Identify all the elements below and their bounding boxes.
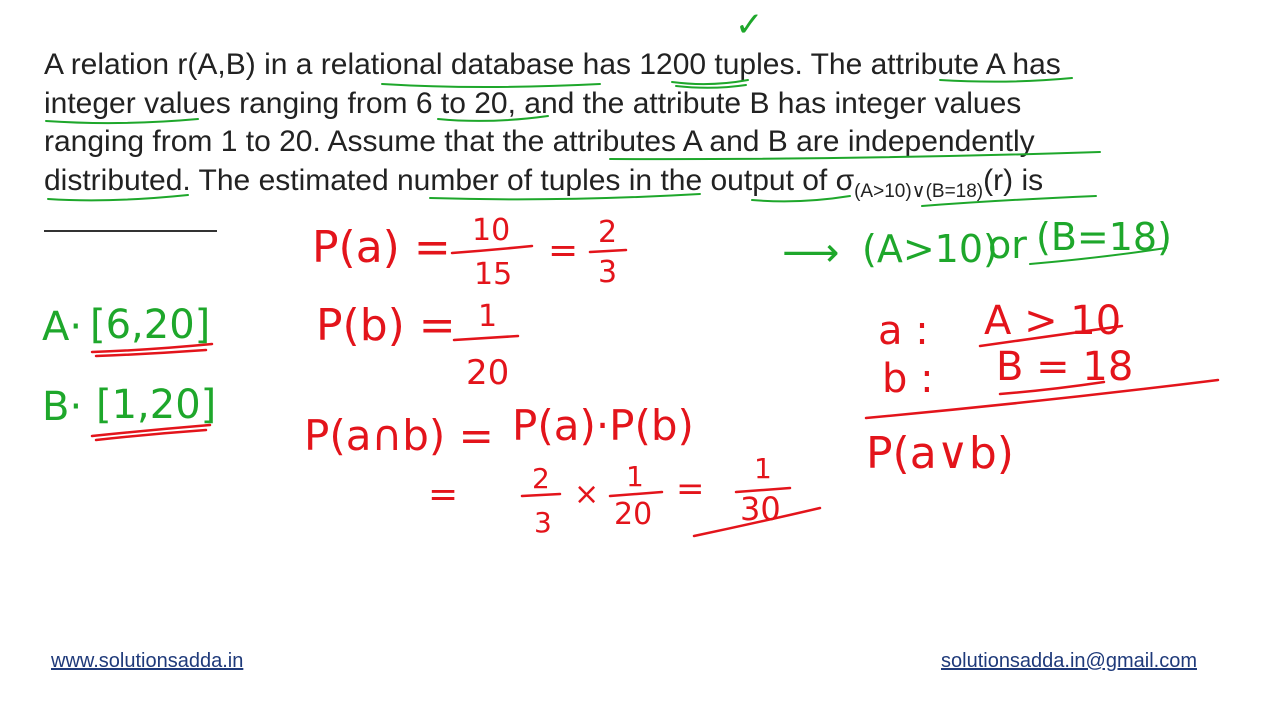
pa-result-numerator: 2 [598,215,618,250]
website-link[interactable]: www.solutionsadda.in [51,650,244,672]
calc-result-denominator: 30 [740,490,781,528]
calc-equals: = [428,474,459,515]
pb-denominator: 20 [466,353,510,393]
question-line-3: ranging from 1 to 20. Assume that the attributes A and B are independently [44,125,1035,158]
question-line-2: integer values ranging from 6 to 20, and the attribute B has integer values [44,86,1022,120]
pa-numerator: 10 [472,213,511,248]
underline-selection [922,196,1096,206]
selection-condition-subscript: (A>10)∨(B=18) [854,180,984,202]
def-a-label: a : [878,308,929,354]
question-line-1: A relation r(A,B) in a relational database has 1200 tuples. The attribute A has [44,48,1061,81]
pb-left: P(b) = [316,300,456,351]
pa-equals: = [548,230,579,271]
condition-right: (B=18) [1036,215,1172,259]
underline-1200-second [676,85,746,88]
condition-arrow-icon: ⟶ [782,230,840,276]
condition-left: (A>10) [862,227,998,271]
range-a-value: [6,20] [90,302,211,348]
range-b-label: B· [42,384,83,430]
range-notes [42,302,216,430]
def-b-label: b : [882,356,934,402]
red-underlines [92,246,1218,536]
question-line-4-suffix: (r) is [983,163,1044,197]
underline-relational-database [382,84,600,87]
underline-output [752,196,850,201]
calc-times: × [574,477,600,512]
underline-number-of-tuples [430,194,700,199]
pa-result-denominator: 3 [598,255,618,290]
def-a-value: A > 10 [984,298,1122,344]
check-mark-group [735,5,764,45]
pab-right: P(a)·P(b) [512,401,694,450]
fraction-bar-pb [454,336,518,340]
calc-fraction1-numerator: 2 [532,462,550,495]
calc-result-numerator: 1 [754,452,772,485]
underline-1200 [672,80,748,84]
email-link[interactable]: solutionsadda.in@gmail.com [941,650,1197,672]
pb-numerator: 1 [478,299,498,334]
probability-working [304,213,781,539]
range-a-label: A· [42,304,83,350]
calc-fraction1-denominator: 3 [534,506,552,539]
underline-integer-values [46,119,198,123]
event-definitions [866,298,1133,479]
condition-note [782,215,1172,276]
pa-left: P(a) = [312,222,451,273]
underline-attributes-a-b [610,152,1100,159]
condition-or: or [988,223,1027,267]
range-b-value: [1,20] [96,382,217,428]
pa-denominator: 15 [474,257,513,292]
fraction-bar-pa-result [590,250,626,252]
underline-distributed [48,195,188,200]
underline-6-to-20 [438,116,548,121]
question-line-4-prefix: distributed. The estimated number of tuples in the output of σ [44,163,855,197]
def-b-value: B = 18 [996,344,1134,390]
p-a-or-b: P(a∨b) [866,428,1014,479]
calc-fraction2-denominator: 20 [614,497,653,532]
calc-equals-2: = [676,469,705,509]
underline-attribute-a [940,78,1072,82]
calc-fraction2-numerator: 1 [626,460,644,493]
pab-left: P(a∩b) = [304,411,494,460]
check-mark-icon: ✓ [735,5,764,45]
